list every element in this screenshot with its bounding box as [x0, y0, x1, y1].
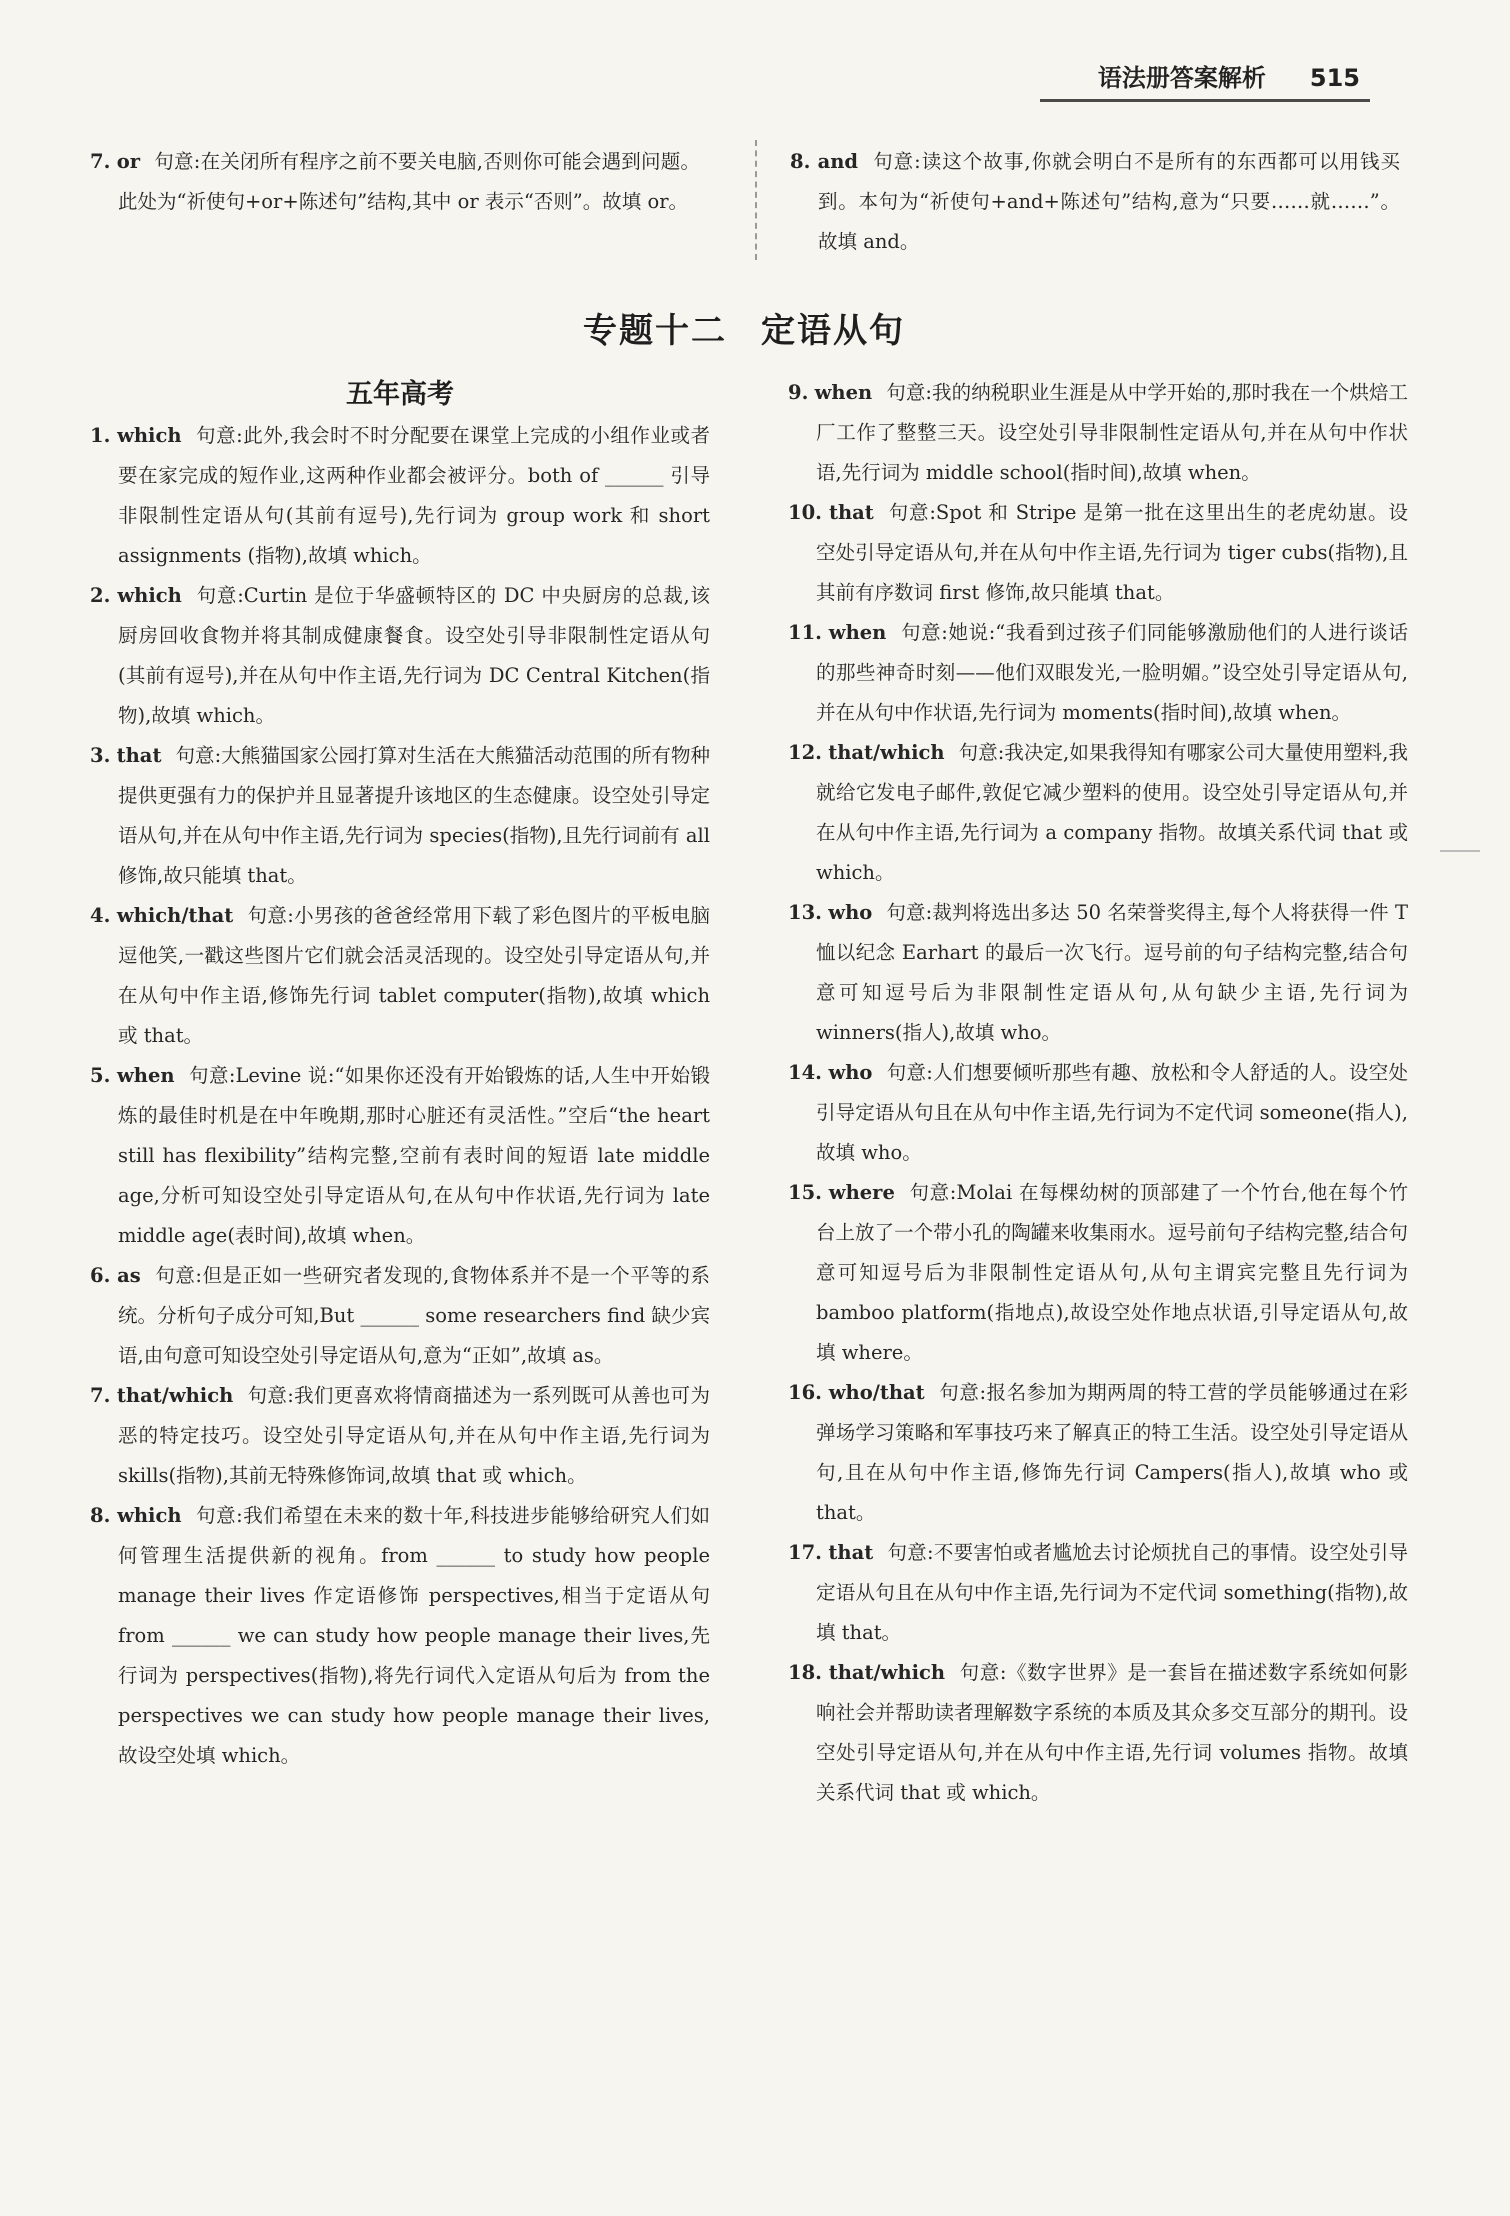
item-explanation: 句意:大熊猫国家公园打算对生活在大熊猫活动范围的所有物种提供更强有力的保护并且显著提升该地区的生态健康。设空处引导定语从句,并在从句中作主语,先行词为 species(指物),且先行词前有 all 修饰,故只能填 that。	[118, 744, 711, 887]
answer-item	[90, 1496, 710, 1776]
column-divider	[755, 140, 757, 260]
answer-item	[90, 1056, 710, 1256]
item-explanation: 句意:但是正如一些研究者发现的,食物体系并不是一个平等的系统。分析句子成分可知,But ______ some researchers find 缺少宾语,由句意可知设空处引导定语从句,意为“正如”,故填 as。	[118, 1264, 710, 1367]
item-answer: when	[814, 381, 873, 404]
header-rule	[1040, 99, 1370, 102]
item-explanation: 句意:Molai 在每棵幼树的顶部建了一个竹台,他在每个竹台上放了一个带小孔的陶罐来收集雨水。逗号前句子结构完整,结合句意可知逗号后为非限制性定语从句,从句主谓宾完整且先行词为 bamboo platform(指地点),故设空处作地点状语,引导定语从句,故填 where。	[816, 1181, 1409, 1364]
item-explanation: 句意:我的纳税职业生涯是从中学开始的,那时我在一个烘焙工厂工作了整整三天。设空处引导非限制性定语从句,并在从句中作状语,先行词为 middle school(指时间),故填 when。	[816, 381, 1408, 484]
item-answer: who	[828, 901, 873, 924]
item-number: 9.	[788, 381, 809, 404]
answer-item	[788, 1173, 1408, 1373]
item-number: 3.	[90, 744, 111, 767]
item-number: 15.	[788, 1181, 822, 1204]
answer-item	[788, 733, 1408, 893]
answer-item	[788, 613, 1408, 733]
item-answer: that/which	[828, 1661, 946, 1684]
left-column	[90, 416, 710, 1776]
item-explanation: 句意:《数字世界》是一套旨在描述数字系统如何影响社会并帮助读者理解数字系统的本质及其众多交互部分的期刊。设空处引导定语从句,并在从句中作主语,先行词 volumes 指物。故填关系代词 that 或 which。	[816, 1661, 1408, 1804]
item-answer: as	[117, 1264, 141, 1287]
item-explanation: 句意:不要害怕或者尴尬去讨论烦扰自己的事情。设空处引导定语从句且在从句中作主语,先行词为不定代词 something(指物),故填 that。	[816, 1541, 1408, 1644]
answer-item	[90, 1256, 710, 1376]
item-number: 8.	[790, 150, 811, 173]
item-answer: who	[828, 1061, 873, 1084]
item-answer: which	[117, 584, 182, 607]
item-explanation: 句意:Spot 和 Stripe 是第一批在这里出生的老虎幼崽。设空处引导定语从句,并在从句中作主语,先行词为 tiger cubs(指物),且其前有序数词 first 修饰,故只能填 that。	[816, 501, 1409, 604]
item-number: 18.	[788, 1661, 822, 1684]
answer-item	[788, 1653, 1408, 1813]
page-number: 515	[1309, 64, 1360, 92]
answer-item	[788, 493, 1408, 613]
answer-item	[788, 1053, 1408, 1173]
item-explanation: 句意:Curtin 是位于华盛顿特区的 DC 中央厨房的总裁,该厨房回收食物并将其制成健康餐食。设空处引导非限制性定语从句(其前有逗号),并在从句中作主语,先行词为 DC Central Kitchen(指物),故填 which。	[118, 584, 710, 727]
item-answer: and	[817, 150, 859, 173]
item-answer: that	[828, 501, 874, 524]
item-answer: that	[828, 1541, 874, 1564]
item-number: 12.	[788, 741, 822, 764]
item-answer: which/that	[116, 904, 234, 927]
answer-item	[788, 373, 1408, 493]
item-number: 8.	[90, 1504, 111, 1527]
item-explanation: 句意:我们希望在未来的数十年,科技进步能够给研究人们如何管理生活提供新的视角。from ______ to study how people manage their lives 作定语修饰 perspectives,相当于定语从句 from ______ we can study how people manage their lives,先行词为 perspectives(指物),将先行词代入定语从句后为 from the perspectives we can study how people manage their lives,故设空处填 which。	[118, 1504, 710, 1767]
item-answer: that	[116, 744, 162, 767]
page-header	[1098, 58, 1360, 93]
answer-item	[90, 1376, 710, 1496]
item-answer: where	[828, 1181, 895, 1204]
item-explanation: 句意:小男孩的爸爸经常用下载了彩色图片的平板电脑逗他笑,一戳这些图片它们就会活灵活现的。设空处引导定语从句,并在从句中作主语,修饰先行词 tablet computer(指物),故填 which 或 that。	[118, 904, 711, 1047]
answer-item	[788, 1373, 1408, 1533]
item-explanation: 句意:人们想要倾听那些有趣、放松和令人舒适的人。设空处引导定语从句且在从句中作主语,先行词为不定代词 someone(指人),故填 who。	[816, 1061, 1408, 1164]
page-edge-mark	[1440, 850, 1480, 852]
answer-item	[90, 896, 710, 1056]
item-explanation: 句意:我决定,如果我得知有哪家公司大量使用塑料,我就给它发电子邮件,敦促它减少塑料的使用。设空处引导定语从句,并在从句中作主语,先行词为 a company 指物。故填关系代词 that 或 which。	[816, 741, 1409, 884]
item-explanation: 句意:裁判将选出多达 50 名荣誉奖得主,每个人将获得一件 T 恤以纪念 Earhart 的最后一次飞行。逗号前的句子结构完整,结合句意可知逗号后为非限制性定语从句,从句缺少主语,先行词为 winners(指人),故填 who。	[816, 901, 1408, 1044]
item-answer: when	[117, 1064, 175, 1087]
item-explanation: 句意:她说:“我看到过孩子们同能够激励他们的人进行谈话的那些神奇时刻——他们双眼发光,一脸明媚。”设空处引导定语从句,并在从句中作状语,先行词为 moments(指时间),故填 when。	[816, 621, 1409, 724]
item-number: 7.	[90, 150, 111, 173]
running-title: 语法册答案解析	[1097, 64, 1266, 92]
answer-item	[90, 576, 710, 736]
item-number: 13.	[788, 901, 822, 924]
item-number: 14.	[788, 1061, 822, 1084]
item-answer: or	[116, 150, 141, 173]
answer-item	[90, 416, 710, 576]
section-name: 定语从句	[761, 311, 905, 351]
answer-item	[788, 893, 1408, 1053]
item-explanation: 句意:在关闭所有程序之前不要关电脑,否则你可能会遇到问题。此处为“祈使句+or+陈述句”结构,其中 or 表示“否则”。故填 or。	[118, 150, 700, 213]
top-left-column	[90, 142, 700, 222]
item-explanation: 句意:此外,我会时不时分配要在课堂上完成的小组作业或者要在家完成的短作业,这两种作业都会被评分。both of ______ 引导非限制性定语从句(其前有逗号),先行词为 group work 和 short assignments (指物),故填 which。	[118, 424, 710, 567]
answer-item	[90, 736, 710, 896]
item-answer: that/which	[828, 741, 945, 764]
item-number: 6.	[90, 1264, 111, 1287]
subsection-title: 五年高考	[346, 379, 454, 410]
item-answer: when	[828, 621, 887, 644]
item-number: 10.	[788, 501, 822, 524]
item-explanation: 句意:Levine 说:“如果你还没有开始锻炼的话,人生中开始锻炼的最佳时机是在中年晚期,那时心脏还有灵活性。”空后“the heart still has flexibility”结构完整,空前有表时间的短语 late middle age,分析可知设空处引导定语从句,在从句中作状语,先行词为 late middle age(表时间),故填 when。	[118, 1064, 710, 1247]
item-number: 16.	[788, 1381, 822, 1404]
item-number: 17.	[788, 1541, 822, 1564]
item-explanation: 句意:报名参加为期两周的特工营的学员能够通过在彩弹场学习策略和军事技巧来了解真正的特工生活。设空处引导定语从句,且在从句中作主语,修饰先行词 Campers(指人),故填 who 或 that。	[816, 1381, 1408, 1524]
answer-item	[90, 142, 700, 222]
item-number: 7.	[90, 1384, 111, 1407]
item-number: 1.	[90, 424, 111, 447]
item-answer: which	[117, 424, 182, 447]
item-number: 2.	[90, 584, 111, 607]
top-right-column	[790, 142, 1400, 262]
item-explanation: 句意:我们更喜欢将情商描述为一系列既可从善也可为恶的特定技巧。设空处引导定语从句,并在从句中作主语,先行词为 skills(指物),其前无特殊修饰词,故填 that 或 which。	[118, 1384, 711, 1487]
section-title	[583, 303, 905, 352]
answer-item	[790, 142, 1400, 262]
item-answer: who/that	[828, 1381, 925, 1404]
answer-item	[788, 1533, 1408, 1653]
item-number: 4.	[90, 904, 111, 927]
item-number: 5.	[90, 1064, 111, 1087]
item-answer: which	[117, 1504, 182, 1527]
right-column	[788, 373, 1408, 1813]
section-number: 专题十二	[583, 311, 727, 351]
item-answer: that/which	[116, 1384, 234, 1407]
item-explanation: 句意:读这个故事,你就会明白不是所有的东西都可以用钱买到。本句为“祈使句+and+陈述句”结构,意为“只要……就……”。故填 and。	[818, 150, 1400, 253]
item-number: 11.	[788, 621, 822, 644]
